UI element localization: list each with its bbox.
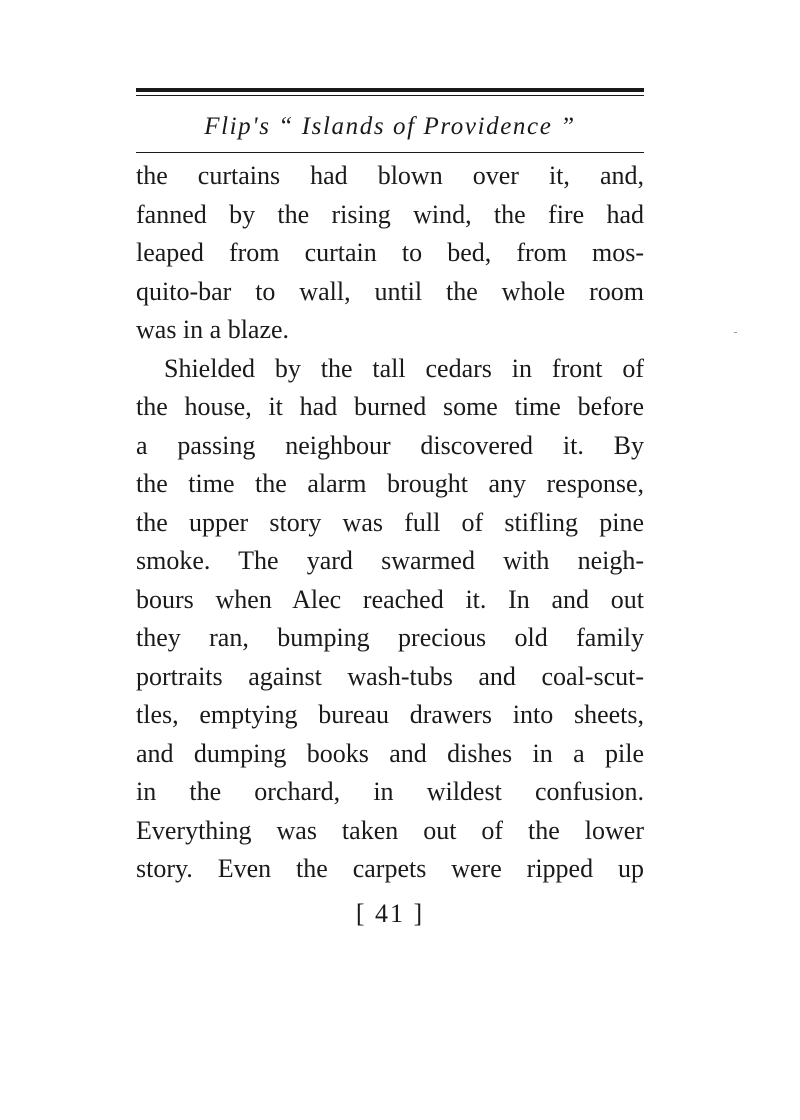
running-head: Flip's “ Islands of Providence ” — [204, 113, 576, 140]
text-line: fanned by the rising wind, the fire had — [136, 199, 644, 229]
header-rule-thin — [136, 95, 644, 96]
text-line: story. Even the carpets were ripped up — [136, 854, 644, 883]
page-number: [ 41 ] — [355, 899, 425, 928]
text-line: portraits against wash-tubs and coal-scut- — [136, 661, 644, 691]
text-line: smoke. The yard swarmed with neigh- — [136, 546, 644, 575]
text-line: was in a blaze. — [136, 315, 290, 344]
text-line: leaped from curtain to bed, from mos- — [136, 238, 644, 267]
text-line: they ran, bumping precious old family — [136, 623, 644, 652]
text-line: the curtains had blown over it, and, — [136, 161, 644, 190]
text-line: the upper story was full of stifling pine — [136, 507, 644, 537]
text-line: and dumping books and dishes in a pile — [136, 738, 644, 768]
header-rule-thick — [136, 88, 644, 92]
running-head-rule — [136, 152, 644, 153]
text-line: in the orchard, in wildest confusion. — [136, 777, 644, 806]
text-line: bours when Alec reached it. In and out — [136, 584, 644, 614]
text-line: the house, it had burned some time before — [136, 392, 644, 421]
text-line: a passing neighbour discovered it. By — [136, 430, 644, 460]
text-line: the time the alarm brought any response, — [136, 469, 644, 498]
text-line: quito-bar to wall, until the whole room — [136, 276, 644, 306]
text-line: Shielded by the tall cedars in front of — [164, 353, 644, 383]
text-line: tles, emptying bureau drawers into sheets, — [136, 700, 644, 729]
body-text — [136, 157, 644, 889]
text-line: Everything was taken out of the lower — [136, 815, 644, 845]
margin-speck — [734, 332, 737, 333]
